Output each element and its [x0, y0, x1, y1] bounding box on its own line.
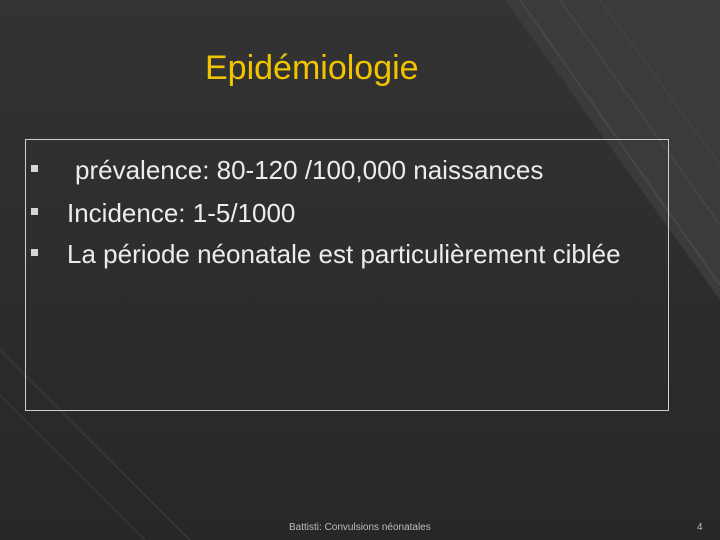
footer-text: Battisti: Convulsions néonatales [289, 522, 431, 533]
square-bullet-icon [31, 208, 38, 215]
bullet-text: Incidence: 1-5/1000 [67, 198, 296, 228]
bullet-text: prévalence: 80-120 /100,000 naissances [75, 155, 544, 185]
content-box [25, 139, 669, 411]
diagonal-stripe-5 [0, 395, 145, 540]
square-bullet-icon [31, 165, 38, 172]
slide-title: Epidémiologie [205, 49, 419, 87]
bullet-text: La période néonatale est particulièrement ciblée [67, 239, 621, 269]
square-bullet-icon [31, 249, 38, 256]
page-number: 4 [697, 522, 703, 533]
